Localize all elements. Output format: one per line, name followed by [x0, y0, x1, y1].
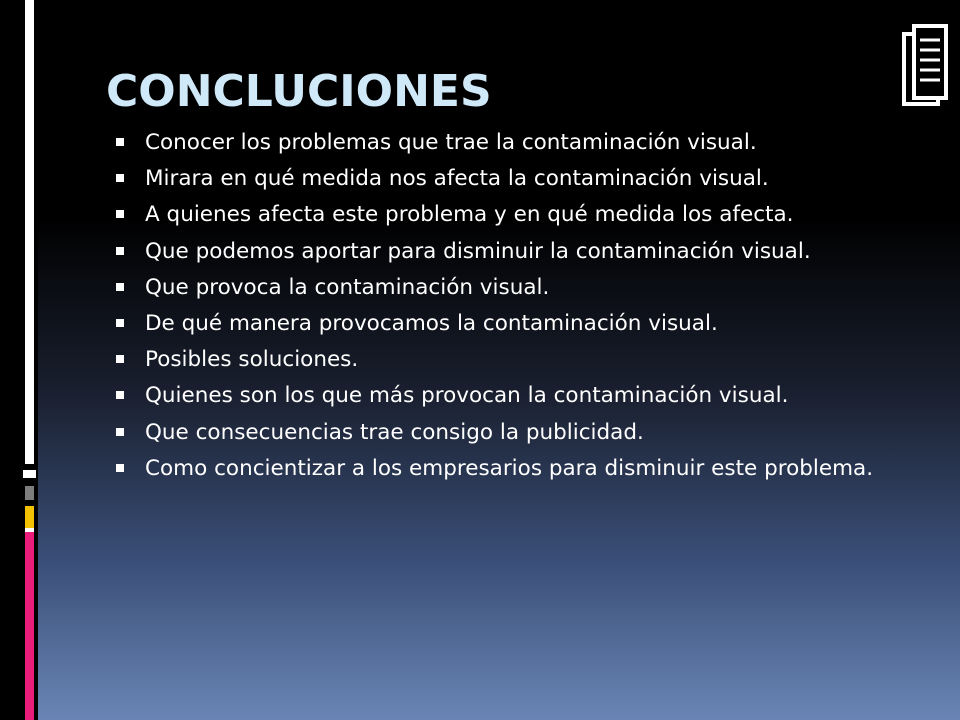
bullet-square-icon — [116, 391, 124, 399]
bullet-item — [113, 312, 893, 335]
bullet-item — [113, 348, 893, 371]
strip-gray-bar — [25, 486, 34, 500]
strip-pink-bar — [25, 532, 34, 720]
bullet-text: Que podemos aportar para disminuir la contaminación visual. — [145, 238, 811, 264]
left-decorative-strip — [0, 0, 38, 720]
bullet-item — [113, 457, 893, 480]
bullet-text: Que consecuencias trae consigo la publicidad. — [145, 419, 644, 445]
bullet-text: Que provoca la contaminación visual. — [145, 274, 550, 300]
bullet-text: Posibles soluciones. — [145, 347, 359, 373]
bullet-square-icon — [116, 247, 124, 255]
bullet-item — [113, 240, 893, 263]
bullet-text: Como concientizar a los empresarios para disminuir este problema. — [145, 455, 874, 481]
bullet-text: Conocer los problemas que trae la contaminación visual. — [145, 130, 757, 155]
bullet-square-icon — [116, 210, 124, 218]
bullet-item — [113, 421, 893, 444]
strip-white-block — [23, 470, 36, 478]
bullet-list — [113, 131, 893, 493]
bullet-item — [113, 167, 893, 190]
bullet-square-icon — [116, 428, 124, 436]
document-stack-icon — [900, 14, 950, 114]
bullet-text: Quienes son los que más provocan la contaminación visual. — [145, 383, 789, 409]
bullet-square-icon — [116, 319, 124, 327]
bullet-item — [113, 131, 893, 154]
bullet-item — [113, 384, 893, 407]
strip-white-bar — [25, 0, 34, 464]
bullet-item — [113, 276, 893, 299]
bullet-text: A quienes afecta este problema y en qué medida los afecta. — [145, 202, 794, 228]
bullet-square-icon — [116, 174, 124, 182]
bullet-square-icon — [116, 283, 124, 291]
bullet-text: De qué manera provocamos la contaminación visual. — [145, 310, 718, 336]
strip-yellow-bar — [25, 506, 34, 528]
bullet-item — [113, 203, 893, 226]
bullet-square-icon — [116, 464, 124, 472]
bullet-square-icon — [116, 355, 124, 363]
bullet-square-icon — [116, 138, 124, 146]
bullet-text: Mirara en qué medida nos afecta la contaminación visual. — [145, 166, 769, 192]
slide-title: CONCLUCIONES — [106, 66, 492, 117]
